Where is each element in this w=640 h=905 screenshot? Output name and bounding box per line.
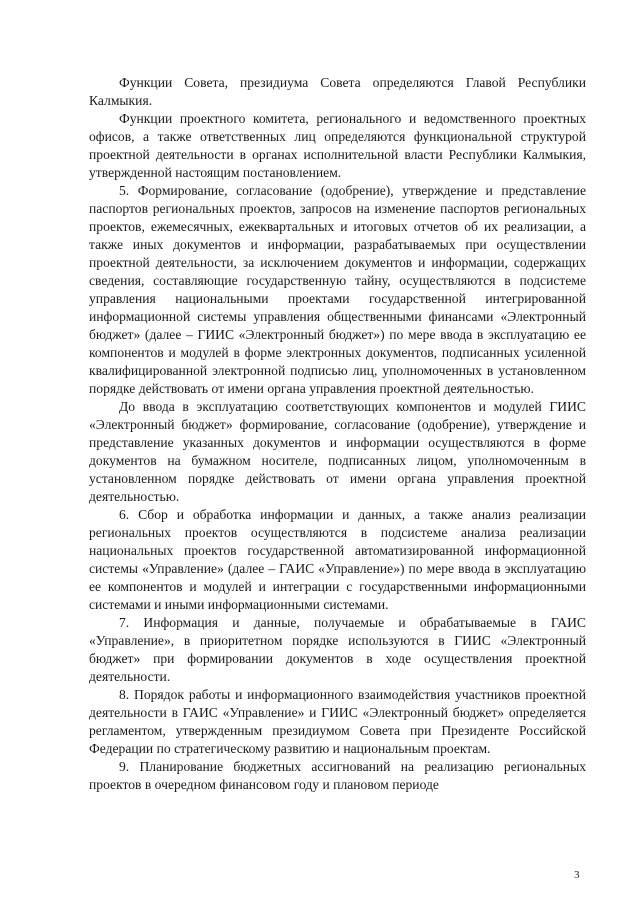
paragraph-item-5: 5. Формирование, согласование (одобрение), утверждение и представление паспортов региональных проектов, запросов на изменение паспортов региональных проектов, ежемесячных, ежеквартальных и итоговых отчетов об их реализации, а также иных документов и информации, разрабатываемых при осуществлении проектной деятельности, за исключением документов и информации, содержащих сведения, составляющие государственную тайну, осуществляются в подсистеме управления национальными проектами государственной интегрированной информационной системы управления общественными финансами «Электронный бюджет» (далее – ГИИС «Электронный бюджет») по мере ввода в эксплуатацию ее компонентов и модулей в форме электронных документов, подписанных усиленной квалифицированной электронной подписью лиц, уполномоченных в установленном порядке действовать от имени органа управления проектной деятельностью. — [89, 183, 586, 396]
page-number: 3 — [574, 869, 580, 881]
paragraph-item-8: 8. Порядок работы и информационного взаимодействия участников проектной деятельности в ГАИС «Управление» и ГИИС «Электронный бюджет» определяется регламентом, утвержденным президиумом Совета при Президенте Российской Федерации по стратегическому развитию и национальным проектам. — [89, 687, 586, 756]
paragraph-item-5-continued: До ввода в эксплуатацию соответствующих компонентов и модулей ГИИС «Электронный бюджет» формирование, согласование (одобрение), утверждение и представление указанных документов и информации осуществляются в форме документов на бумажном носителе, подписанных лицом, уполномоченным в установленном порядке действовать от имени органа управления проектной деятельностью. — [89, 399, 586, 504]
paragraph-item-6: 6. Сбор и обработка информации и данных, а также анализ реализации региональных проектов осуществляются в подсистеме анализа реализации национальных проектов государственной автоматизированной информационной системы «Управление» (далее – ГАИС «Управление») по мере ввода в эксплуатацию ее компонентов и модулей и интеграции с государственными информационными системами и иными информационными системами. — [89, 507, 586, 612]
paragraph-project-committee-functions: Функции проектного комитета, регионального и ведомственного проектных офисов, а также ответственных лиц определяются функциональной структурой проектной деятельности в органах исполнительной власти Республики Калмыкия, утвержденной настоящим постановлением. — [89, 111, 586, 180]
paragraph-council-functions: Функции Совета, президиума Совета определяются Главой Республики Калмыкия. — [89, 75, 586, 108]
document-body — [89, 74, 586, 794]
paragraph-item-7: 7. Информация и данные, получаемые и обрабатываемые в ГАИС «Управление», в приоритетном порядке используются в ГИИС «Электронный бюджет» при формировании документов в ходе осуществления проектной деятельности. — [89, 615, 586, 684]
paragraph-item-9: 9. Планирование бюджетных ассигнований на реализацию региональных проектов в очередном финансовом году и плановом периоде — [89, 759, 586, 792]
